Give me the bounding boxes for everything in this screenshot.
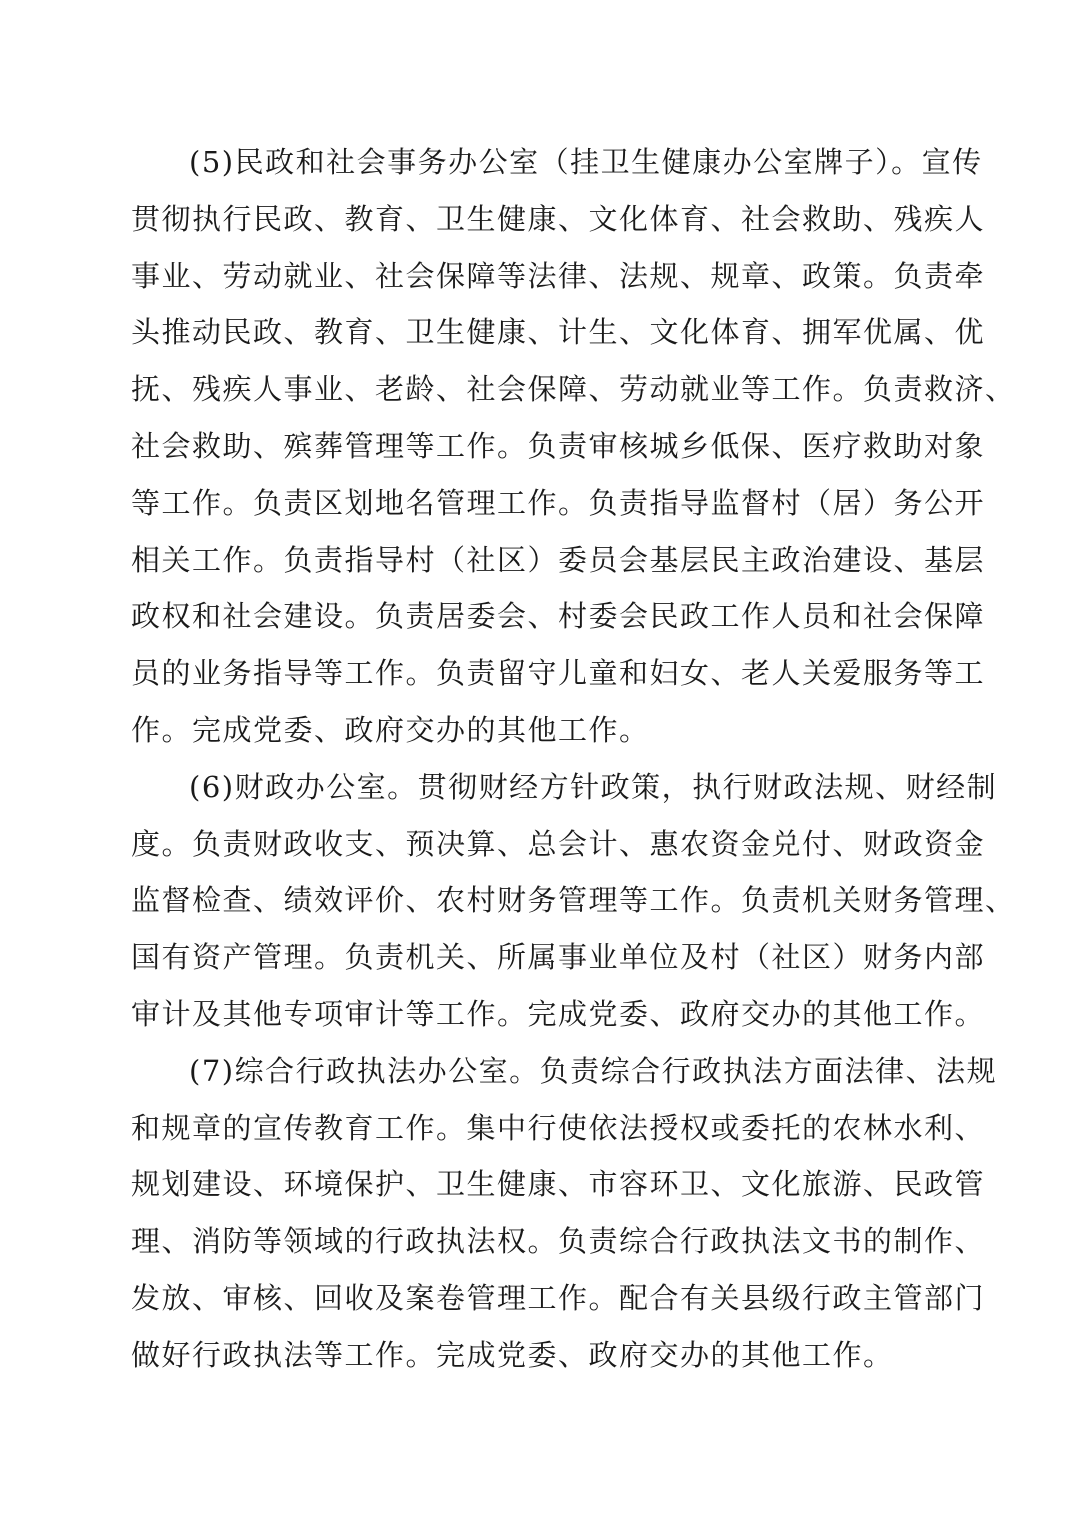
text-line: (6)财政办公室。贯彻财经方针政策，执行财政法规、财经制 — [189, 769, 998, 804]
text-line: 员的业务指导等工作。负责留守儿童和妇女、老人关爱服务等工 — [131, 656, 986, 691]
text-line: 贯彻执行民政、教育、卫生健康、文化体育、社会救助、残疾人 — [131, 201, 986, 236]
text-line: 相关工作。负责指导村（社区）委员会基层民主政治建设、基层 — [131, 542, 986, 577]
text-line: (7)综合行政执法办公室。负责综合行政执法方面法律、法规 — [189, 1053, 998, 1088]
text-line: 审计及其他专项审计等工作。完成党委、政府交办的其他工作。 — [131, 996, 986, 1031]
text-line: 事业、劳动就业、社会保障等法律、法规、规章、政策。负责牵 — [131, 258, 986, 293]
text-line: 度。负责财政收支、预决算、总会计、惠农资金兑付、财政资金 — [131, 826, 986, 861]
text-line: 监督检查、绩效评价、农村财务管理等工作。负责机关财务管理、 — [131, 883, 1016, 918]
text-line: 发放、审核、回收及案卷管理工作。配合有关县级行政主管部门 — [131, 1280, 986, 1315]
text-line: 国有资产管理。负责机关、所属事业单位及村（社区）财务内部 — [131, 940, 986, 975]
text-line: 和规章的宣传教育工作。集中行使依法授权或委托的农林水利、 — [131, 1110, 986, 1145]
paragraph-finance-office — [131, 759, 1016, 1043]
text-line: 做好行政执法等工作。完成党委、政府交办的其他工作。 — [131, 1337, 894, 1372]
text-line: 等工作。负责区划地名管理工作。负责指导监督村（居）务公开 — [131, 485, 986, 520]
text-line: 作。完成党委、政府交办的其他工作。 — [131, 712, 650, 747]
text-line: 社会救助、殡葬管理等工作。负责审核城乡低保、医疗救助对象 — [131, 428, 986, 463]
text-line: 政权和社会建设。负责居委会、村委会民政工作人员和社会保障 — [131, 599, 986, 634]
text-line: 规划建设、环境保护、卫生健康、市容环卫、文化旅游、民政管 — [131, 1167, 986, 1202]
paragraph-law-enforcement-office — [131, 1043, 998, 1384]
text-line: 抚、残疾人事业、老龄、社会保障、劳动就业等工作。负责救济、 — [131, 372, 1016, 407]
text-line: 理、消防等领域的行政执法权。负责综合行政执法文书的制作、 — [131, 1224, 986, 1259]
text-line: (5)民政和社会事务办公室（挂卫生健康办公室牌子）。宣传 — [189, 145, 983, 179]
paragraph-civil-affairs-office — [131, 134, 1016, 759]
text-line: 头推动民政、教育、卫生健康、计生、文化体育、拥军优属、优 — [131, 315, 986, 350]
document-body — [131, 134, 1016, 1384]
